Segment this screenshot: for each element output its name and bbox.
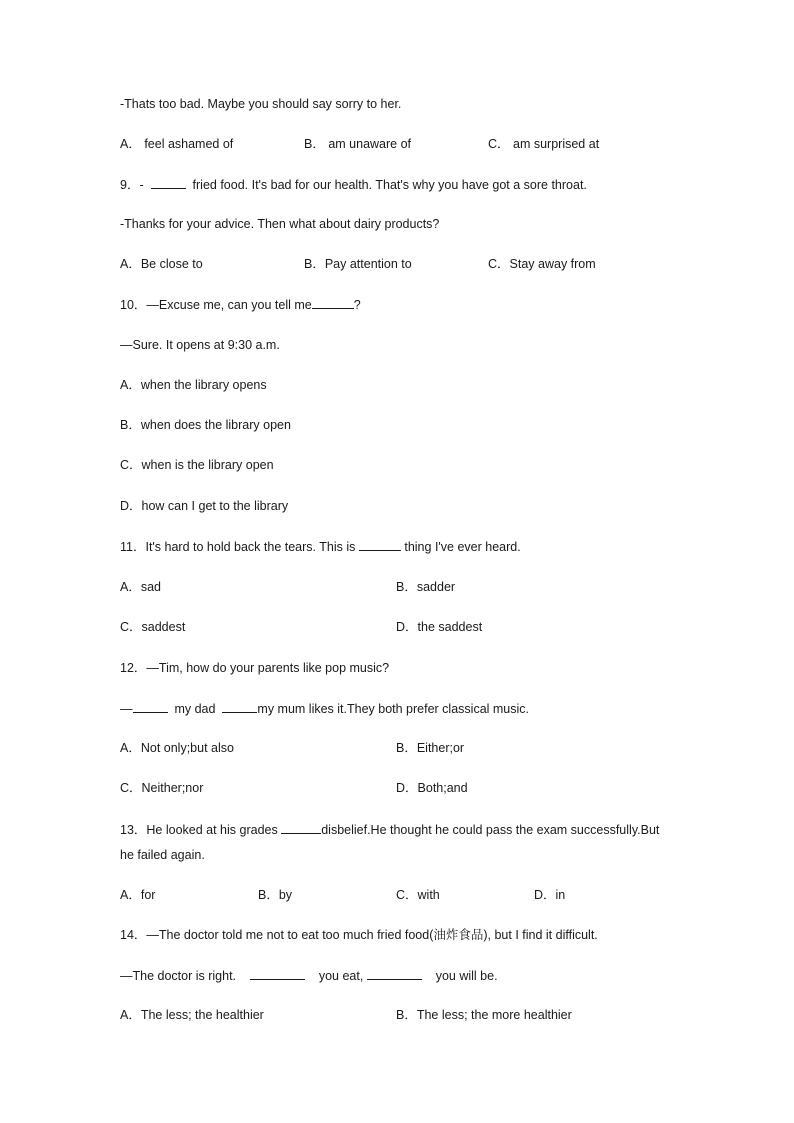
stem-text: 13．He looked at his grades bbox=[120, 823, 278, 837]
stem-text: you will be. bbox=[435, 969, 498, 983]
q9-option-b[interactable] bbox=[304, 256, 412, 272]
option-label: B． bbox=[258, 888, 279, 902]
q14-reply bbox=[120, 967, 498, 984]
answer-blank bbox=[281, 821, 321, 834]
q11-option-b[interactable] bbox=[396, 579, 455, 595]
stem-text: fried food. It's bad for our health. That's why you have got a sore throat. bbox=[192, 178, 587, 192]
q11-option-c[interactable] bbox=[120, 619, 185, 635]
q13-option-d[interactable] bbox=[534, 887, 565, 903]
option-label: C． bbox=[488, 137, 510, 151]
option-text: how can I get to the library bbox=[141, 499, 289, 513]
q8-reply: -Thats too bad. Maybe you should say sorry to her. bbox=[120, 97, 402, 111]
option-label: B． bbox=[120, 418, 141, 432]
option-label: B． bbox=[304, 257, 325, 271]
q12-option-a[interactable] bbox=[120, 740, 234, 756]
option-label: A． bbox=[120, 741, 141, 755]
option-text: Not only;but also bbox=[140, 741, 234, 755]
option-text: sad bbox=[140, 580, 161, 594]
option-text: saddest bbox=[141, 620, 186, 634]
q14-option-b[interactable] bbox=[396, 1007, 572, 1023]
option-text: The less; the more healthier bbox=[416, 1008, 572, 1022]
q12-option-c[interactable] bbox=[120, 780, 203, 796]
q12-reply bbox=[120, 700, 529, 717]
option-text: Neither;nor bbox=[141, 781, 204, 795]
q10-option-b[interactable] bbox=[120, 417, 291, 433]
q12-option-d[interactable] bbox=[396, 780, 468, 796]
q10-stem bbox=[120, 296, 361, 313]
option-label: D． bbox=[396, 620, 418, 634]
option-label: B． bbox=[396, 1008, 417, 1022]
q11-stem bbox=[120, 538, 521, 555]
q9-reply: -Thanks for your advice. Then what about dairy products? bbox=[120, 217, 440, 231]
stem-text: 11．It's hard to hold back the tears. This is bbox=[120, 540, 356, 554]
answer-blank bbox=[250, 967, 305, 980]
answer-blank bbox=[359, 538, 401, 551]
option-label: C． bbox=[396, 888, 418, 902]
q10-reply: —Sure. It opens at 9:30 a.m. bbox=[120, 338, 280, 352]
option-text: the saddest bbox=[417, 620, 483, 634]
option-label: C． bbox=[120, 458, 142, 472]
q9-option-a[interactable] bbox=[120, 256, 203, 272]
option-text: Pay attention to bbox=[324, 257, 412, 271]
q13-stem bbox=[120, 821, 659, 838]
stem-text: — bbox=[120, 702, 133, 716]
option-text: sadder bbox=[416, 580, 456, 594]
option-text: when is the library open bbox=[141, 458, 274, 472]
option-text: when does the library open bbox=[140, 418, 291, 432]
q13-option-a[interactable] bbox=[120, 887, 155, 903]
q10-option-a[interactable] bbox=[120, 377, 267, 393]
stem-text: disbelief.He thought he could pass the exam successfully.But bbox=[321, 823, 660, 837]
q10-option-c[interactable] bbox=[120, 457, 274, 473]
q9-stem bbox=[120, 176, 587, 193]
option-label: A． bbox=[120, 1008, 141, 1022]
option-label: B． bbox=[396, 741, 417, 755]
q12-option-b[interactable] bbox=[396, 740, 464, 756]
option-text: Both;and bbox=[417, 781, 468, 795]
option-text: Either;or bbox=[416, 741, 465, 755]
option-text: for bbox=[140, 888, 156, 902]
q13-stem-line2: he failed again. bbox=[120, 848, 205, 862]
q14-option-a[interactable] bbox=[120, 1007, 264, 1023]
option-label: C． bbox=[120, 620, 142, 634]
q13-option-b[interactable] bbox=[258, 887, 292, 903]
option-label: B． bbox=[304, 137, 325, 151]
option-text: Be close to bbox=[140, 257, 203, 271]
answer-blank bbox=[222, 700, 257, 713]
answer-blank bbox=[151, 176, 186, 189]
option-label: C． bbox=[488, 257, 510, 271]
option-label: D． bbox=[534, 888, 556, 902]
q11-option-d[interactable] bbox=[396, 619, 482, 635]
q8-option-c[interactable] bbox=[488, 136, 599, 152]
q14-stem: 14．—The doctor told me not to eat too much fried food(油炸食品), but I find it difficult. bbox=[120, 928, 598, 942]
question-number: 9．- bbox=[120, 178, 144, 192]
q8-option-a[interactable] bbox=[120, 136, 233, 152]
stem-text: you eat, bbox=[318, 969, 364, 983]
option-text: by bbox=[278, 888, 293, 902]
option-label: B． bbox=[396, 580, 417, 594]
option-text: am unaware of bbox=[328, 137, 412, 151]
stem-text: thing I've ever heard. bbox=[404, 540, 521, 554]
q12-stem: 12．—Tim, how do your parents like pop music? bbox=[120, 661, 390, 675]
stem-text: my dad bbox=[174, 702, 216, 716]
answer-blank bbox=[367, 967, 422, 980]
option-label: A． bbox=[120, 888, 141, 902]
option-text: when the library opens bbox=[140, 378, 267, 392]
stem-text: ? bbox=[353, 298, 361, 312]
option-text: am surprised at bbox=[513, 137, 600, 151]
option-text: with bbox=[417, 888, 440, 902]
option-label: A． bbox=[120, 580, 141, 594]
option-text: feel ashamed of bbox=[144, 137, 234, 151]
stem-text: —The doctor is right. bbox=[120, 969, 237, 983]
q11-option-a[interactable] bbox=[120, 579, 161, 595]
q9-option-c[interactable] bbox=[488, 256, 596, 272]
stem-text: my mum likes it.They both prefer classical music. bbox=[257, 702, 530, 716]
option-label: C． bbox=[120, 781, 142, 795]
option-label: A． bbox=[120, 257, 141, 271]
q8-option-b[interactable] bbox=[304, 136, 411, 152]
option-text: Stay away from bbox=[509, 257, 596, 271]
answer-blank bbox=[133, 700, 168, 713]
option-label: D． bbox=[120, 499, 142, 513]
answer-blank bbox=[312, 296, 354, 309]
option-text: The less; the healthier bbox=[140, 1008, 264, 1022]
q10-option-d[interactable] bbox=[120, 498, 288, 514]
option-label: D． bbox=[396, 781, 418, 795]
option-label: A． bbox=[120, 378, 141, 392]
q13-option-c[interactable] bbox=[396, 887, 440, 903]
option-label: A． bbox=[120, 137, 141, 151]
option-text: in bbox=[555, 888, 566, 902]
stem-text: 10．—Excuse me, can you tell me bbox=[120, 298, 312, 312]
